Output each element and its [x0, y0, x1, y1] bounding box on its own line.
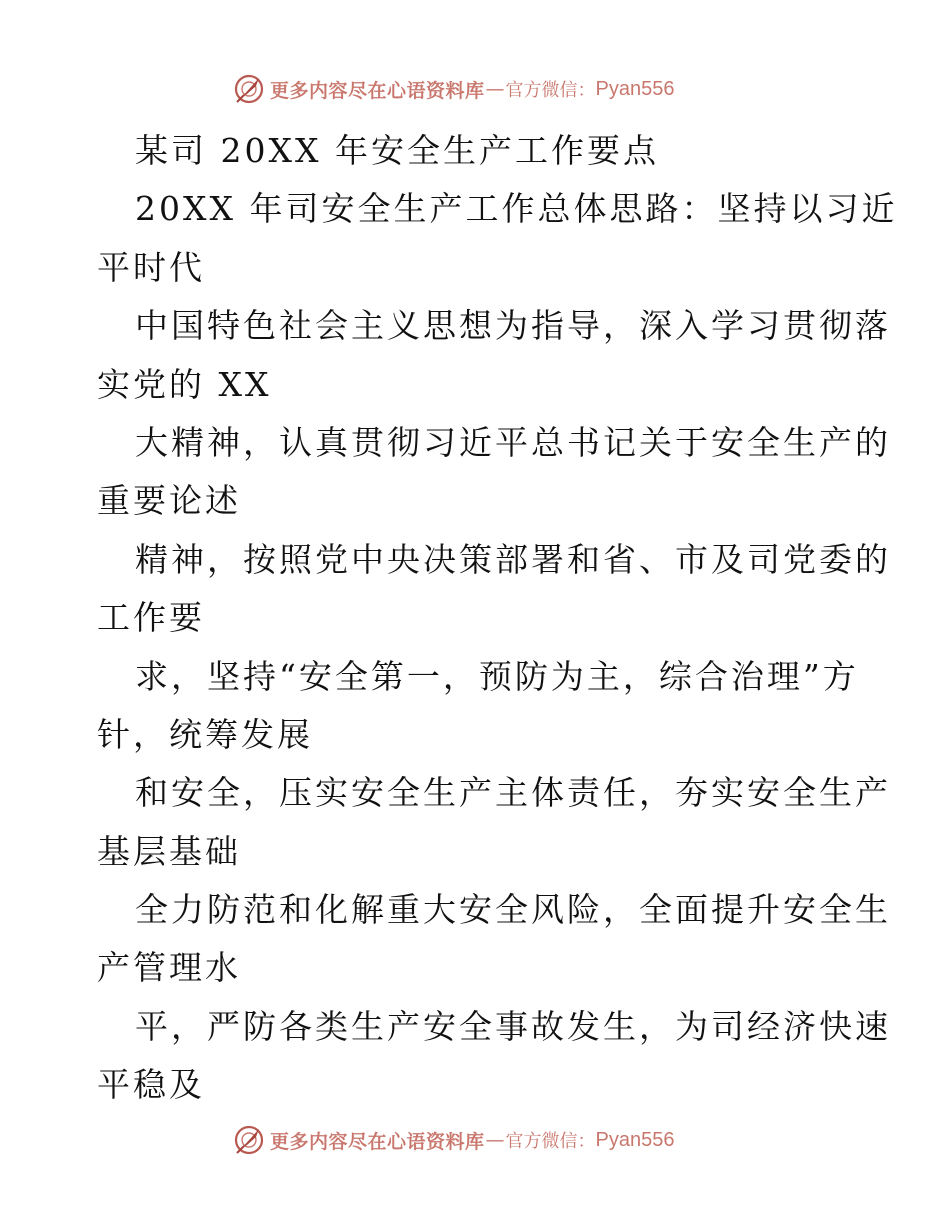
- quill-logo-icon: [232, 72, 266, 106]
- paragraph-line: 产管理水: [97, 948, 241, 988]
- paragraph-line: 平时代: [97, 247, 205, 287]
- quill-logo-icon: [232, 1123, 266, 1157]
- watermark-text: 更多内容尽在心语资料库: [270, 1130, 485, 1153]
- watermark-contact-label: 官方微信：: [505, 1131, 596, 1152]
- header-watermark: [232, 72, 752, 106]
- watermark-contact-label: 官方微信：: [505, 80, 596, 101]
- watermark-contact-id: Pyan556: [595, 77, 675, 100]
- paragraph-line: 精神，按照党中央决策部署和省、市及司党委的: [135, 539, 891, 579]
- watermark-dash: —: [485, 1129, 505, 1151]
- watermark-contact-id: Pyan556: [595, 1128, 675, 1151]
- paragraph-line: 针，统筹发展: [97, 714, 313, 754]
- paragraph-line: 求，坚持“安全第一，预防为主，综合治理”方: [135, 656, 859, 696]
- paragraph-line: 实党的 XX: [97, 364, 272, 404]
- paragraph-line: 中国特色社会主义思想为指导，深入学习贯彻落: [135, 306, 891, 346]
- watermark-dash: —: [485, 78, 505, 100]
- paragraph-line: 大精神，认真贯彻习近平总书记关于安全生产的: [135, 422, 891, 462]
- paragraph-line: 和安全，压实安全生产主体责任，夯实安全生产: [135, 773, 891, 813]
- document-title: 某司 20XX 年安全生产工作要点: [135, 131, 659, 170]
- paragraph-line: 全力防范和化解重大安全风险，全面提升安全生: [135, 890, 891, 930]
- paragraph-line: 平，严防各类生产安全事故发生，为司经济快速: [135, 1006, 891, 1046]
- watermark-text: 更多内容尽在心语资料库: [270, 79, 485, 102]
- paragraph-line: 基层基础: [97, 831, 241, 871]
- paragraph-line: 工作要: [97, 598, 205, 638]
- paragraph-line: 20XX 年司安全生产工作总体思路：坚持以习近: [135, 189, 898, 229]
- paragraph-line: 平稳及: [97, 1065, 205, 1105]
- document-body: [97, 122, 898, 1115]
- footer-watermark: [232, 1123, 752, 1157]
- paragraph-line: 重要论述: [97, 481, 241, 521]
